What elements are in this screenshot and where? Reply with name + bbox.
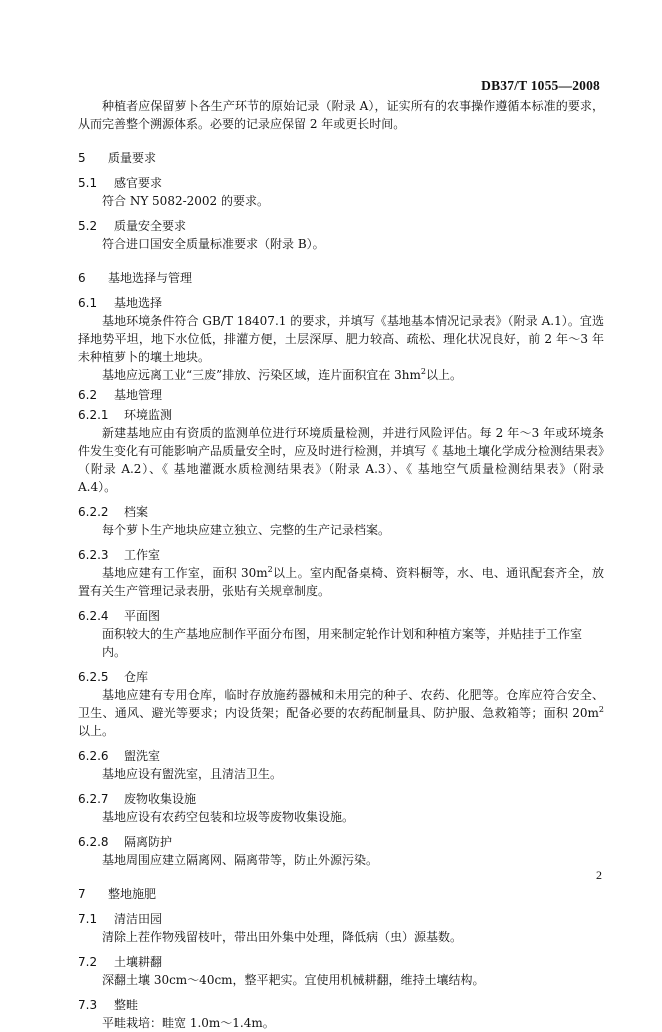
- paragraph: [78, 366, 604, 384]
- subsection-heading: [78, 910, 604, 928]
- text: 基地应建有专用仓库，临时存放施药器械和未用完的种子、农药、化肥等。仓库应符合安全、卫生、通风、避光等要求；内设货架；配备必要的农药配制量具、防护服、急救箱等；面积 20m: [78, 688, 604, 720]
- section-title: 工作室: [124, 548, 161, 562]
- section-number: 5: [78, 151, 86, 165]
- paragraph: 清除上茬作物残留枝叶，带出田外集中处理，降低病（虫）源基数。: [102, 930, 463, 944]
- superscript: 2: [267, 565, 273, 574]
- section-title: 土壤耕翻: [114, 955, 163, 969]
- section-number: 6: [78, 271, 86, 285]
- section-title: 整畦: [114, 998, 139, 1012]
- subsection-heading: [78, 747, 604, 765]
- section-number: 6.1: [78, 296, 98, 310]
- subsection-heading: [78, 996, 604, 1014]
- section-title: 环境监测: [124, 408, 173, 422]
- document-body: [78, 97, 604, 1032]
- section-number: 5.1: [78, 176, 98, 190]
- subsection-heading: [78, 833, 604, 851]
- section-number: 5.2: [78, 219, 98, 233]
- section-title: 平面图: [124, 609, 161, 623]
- paragraph: 平畦栽培：畦宽 1.0m～1.4m。: [102, 1016, 275, 1030]
- section-title: 整地施肥: [108, 887, 157, 901]
- subsection-heading: [78, 386, 604, 404]
- section-number: 6.2.1: [78, 408, 109, 422]
- section-number: 6.2.6: [78, 749, 109, 763]
- section-title: 隔离防护: [124, 835, 173, 849]
- section-number: 7.3: [78, 998, 98, 1012]
- paragraph: 种植者应保留萝卜各生产环节的原始记录（附录 A），证实所有的农事操作遵循本标准的要求，从而完善整个溯源体系。必要的记录应保留 2 年或更长时间。: [78, 99, 604, 131]
- section-title: 清洁田园: [114, 912, 163, 926]
- section-title: 质量安全要求: [114, 219, 187, 233]
- section-number: 7.2: [78, 955, 98, 969]
- paragraph: 符合 NY 5082-2002 的要求。: [102, 194, 269, 208]
- section-heading: [78, 149, 604, 167]
- subsection-heading: [78, 790, 604, 808]
- paragraph: 深翻土壤 30cm～40cm，整平耙实。宜使用机械耕翻，维持土壤结构。: [102, 973, 485, 987]
- section-title: 基地管理: [114, 388, 163, 402]
- section-heading: [78, 269, 604, 287]
- section-number: 6.2.4: [78, 609, 109, 623]
- paragraph: 基地应设有盥洗室，且清洁卫生。: [102, 767, 283, 781]
- paragraph: 每个萝卜生产地块应建立独立、完整的生产记录档案。: [102, 523, 391, 537]
- paragraph: [78, 564, 604, 600]
- paragraph: 基地周围应建立隔离网、隔离带等，防止外源污染。: [102, 853, 379, 867]
- section-title: 质量要求: [108, 151, 157, 165]
- section-number: 6.2.7: [78, 792, 109, 806]
- section-number: 6.2.8: [78, 835, 109, 849]
- section-title: 档案: [124, 505, 149, 519]
- text: 以上。: [78, 724, 115, 738]
- subsection-heading: [78, 953, 604, 971]
- paragraph: 面积较大的生产基地应制作平面分布图，用来制定轮作计划和种植方案等，并贴挂于工作室内。: [102, 627, 583, 659]
- section-number: 7.1: [78, 912, 98, 926]
- text: 基地应建有工作室，面积 30m: [102, 566, 268, 580]
- subsection-heading: [78, 668, 604, 686]
- subsection-heading: [78, 174, 604, 192]
- paragraph: [78, 686, 604, 740]
- section-number: 6.2.5: [78, 670, 109, 684]
- section-title: 感官要求: [114, 176, 163, 190]
- section-number: 7: [78, 887, 86, 901]
- paragraph: 基地应设有农药空包装和垃圾等废物收集设施。: [102, 810, 355, 824]
- page-number: 2: [596, 868, 602, 882]
- subsection-heading: [78, 546, 604, 564]
- subsection-heading: [78, 294, 604, 312]
- paragraph: 基地环境条件符合 GB/T 18407.1 的要求，并填写《基地基本情况记录表》（附录 A.1）。宜选择地势平坦，地下水位低，排灌方便，土层深厚、肥力较高、疏松、理化状况良好，前 2 年～3 年未种植萝卜的壤土地块。: [78, 314, 604, 364]
- text: 以上。: [425, 368, 462, 382]
- section-title: 盥洗室: [124, 749, 161, 763]
- document-code: DB37/T 1055—2008: [481, 78, 600, 93]
- subsection-heading: [78, 503, 604, 521]
- section-title: 基地选择与管理: [108, 271, 193, 285]
- superscript: 2: [598, 705, 604, 714]
- text: 以上。室内配备桌椅、资料橱等，水、电、通讯配套齐全，放置有关生产管理记录表册，张贴有关规章制度。: [78, 566, 604, 598]
- paragraph: 符合进口国安全质量标准要求（附录 B）。: [102, 237, 325, 251]
- subsection-heading: [78, 607, 604, 625]
- section-heading: [78, 885, 604, 903]
- superscript: 2: [420, 367, 426, 376]
- section-number: 6.2: [78, 388, 98, 402]
- paragraph: 新建基地应由有资质的监测单位进行环境质量检测，并进行风险评估。每 2 年～3 年或环境条件发生变化有可能影响产品质量安全时，应及时进行检测，并填写《 基地土壤化学成分检测结果表》（附录 A.2）、《 基地灌溉水质检测结果表》（附录 A.3）、《 基地空气质量检测结果表》（附录 A.4）。: [78, 426, 604, 494]
- section-title: 基地选择: [114, 296, 163, 310]
- section-number: 6.2.3: [78, 548, 109, 562]
- subsection-heading: [78, 406, 604, 424]
- section-title: 废物收集设施: [124, 792, 197, 806]
- section-title: 仓库: [124, 670, 149, 684]
- section-number: 6.2.2: [78, 505, 109, 519]
- subsection-heading: [78, 217, 604, 235]
- text: 基地应远离工业“三废”排放、污染区域，连片面积宜在 3hm: [102, 368, 421, 382]
